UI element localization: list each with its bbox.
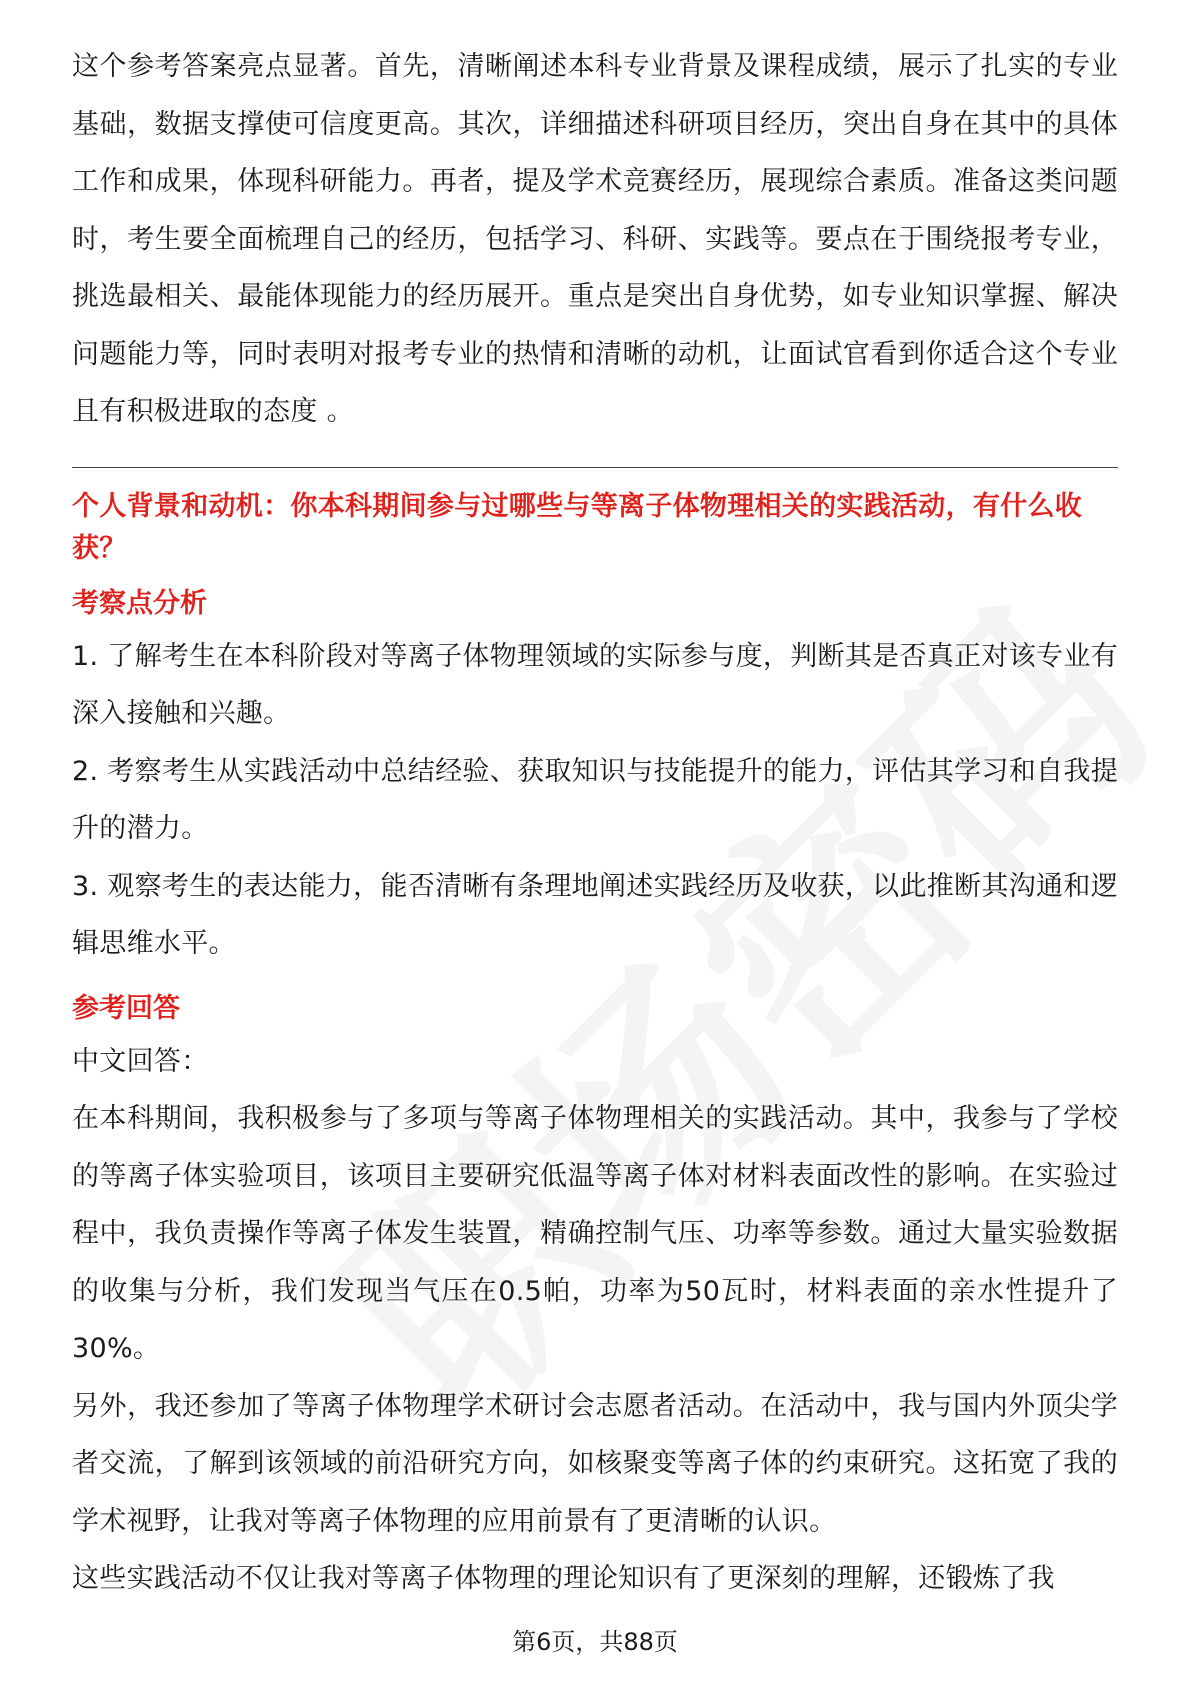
answer-paragraph: 另外，我还参加了等离子体物理学术研讨会志愿者活动。在活动中，我与国内外顶尖学者交流，了解到该领域的前沿研究方向，如核聚变等离子体的约束研究。这拓宽了我的学术视野，让我对等离子体物理的应用前景有了更清晰的认识。 (72, 1390, 1118, 1537)
intro-paragraph: 这个参考答案亮点显著。首先，清晰阐述本科专业背景及课程成绩，展示了扎实的专业基础，数据支撑使可信度更高。其次，详细描述科研项目经历，突出自身在其中的具体工作和成果，体现科研能力。再者，提及学术竞赛经历，展现综合素质。准备这类问题时，考生要全面梳理自己的经历，包括学习、科研、实践等。要点在于围绕报考专业，挑选最相关、最能体现能力的经历展开。重点是突出自身优势，如专业知识掌握、解决问题能力等，同时表明对报考专业的热情和清晰的动机，让面试官看到你适合这个专业且有积极进取的态度 。 (72, 51, 1118, 427)
analysis-item: 2. 考察考生从实践活动中总结经验、获取知识与技能提升的能力，评估其学习和自我提升的潜力。 (72, 755, 1118, 844)
document-page (72, 38, 1118, 1608)
answer-heading: 参考回答 (72, 992, 180, 1024)
question-title: 个人背景和动机：你本科期间参与过哪些与等离子体物理相关的实践活动，有什么收获？ (72, 490, 1083, 564)
answer-paragraph: 这些实践活动不仅让我对等离子体物理的理论知识有了更深刻的理解，还锻炼了我 (72, 1563, 1055, 1594)
page-number: 第6页，共88页 (512, 1628, 678, 1656)
analysis-item: 1. 了解考生在本科阶段对等离子体物理领域的实际参与度，判断其是否真正对该专业有深入接触和兴趣。 (72, 640, 1118, 729)
analysis-item: 3. 观察考生的表达能力，能否清晰有条理地阐述实践经历及收获，以此推断其沟通和逻辑思维水平。 (72, 870, 1118, 959)
answer-label: 中文回答： (72, 1045, 209, 1077)
section-divider (72, 467, 1118, 468)
answer-paragraph: 在本科期间，我积极参与了多项与等离子体物理相关的实践活动。其中，我参与了学校的等离子体实验项目，该项目主要研究低温等离子体对材料表面改性的影响。在实验过程中，我负责操作等离子体发生装置，精确控制气压、功率等参数。通过大量实验数据的收集与分析，我们发现当气压在0.5帕，功率为50瓦时，材料表面的亲水性提升了30%。 (72, 1103, 1118, 1364)
analysis-heading: 考察点分析 (72, 587, 207, 619)
